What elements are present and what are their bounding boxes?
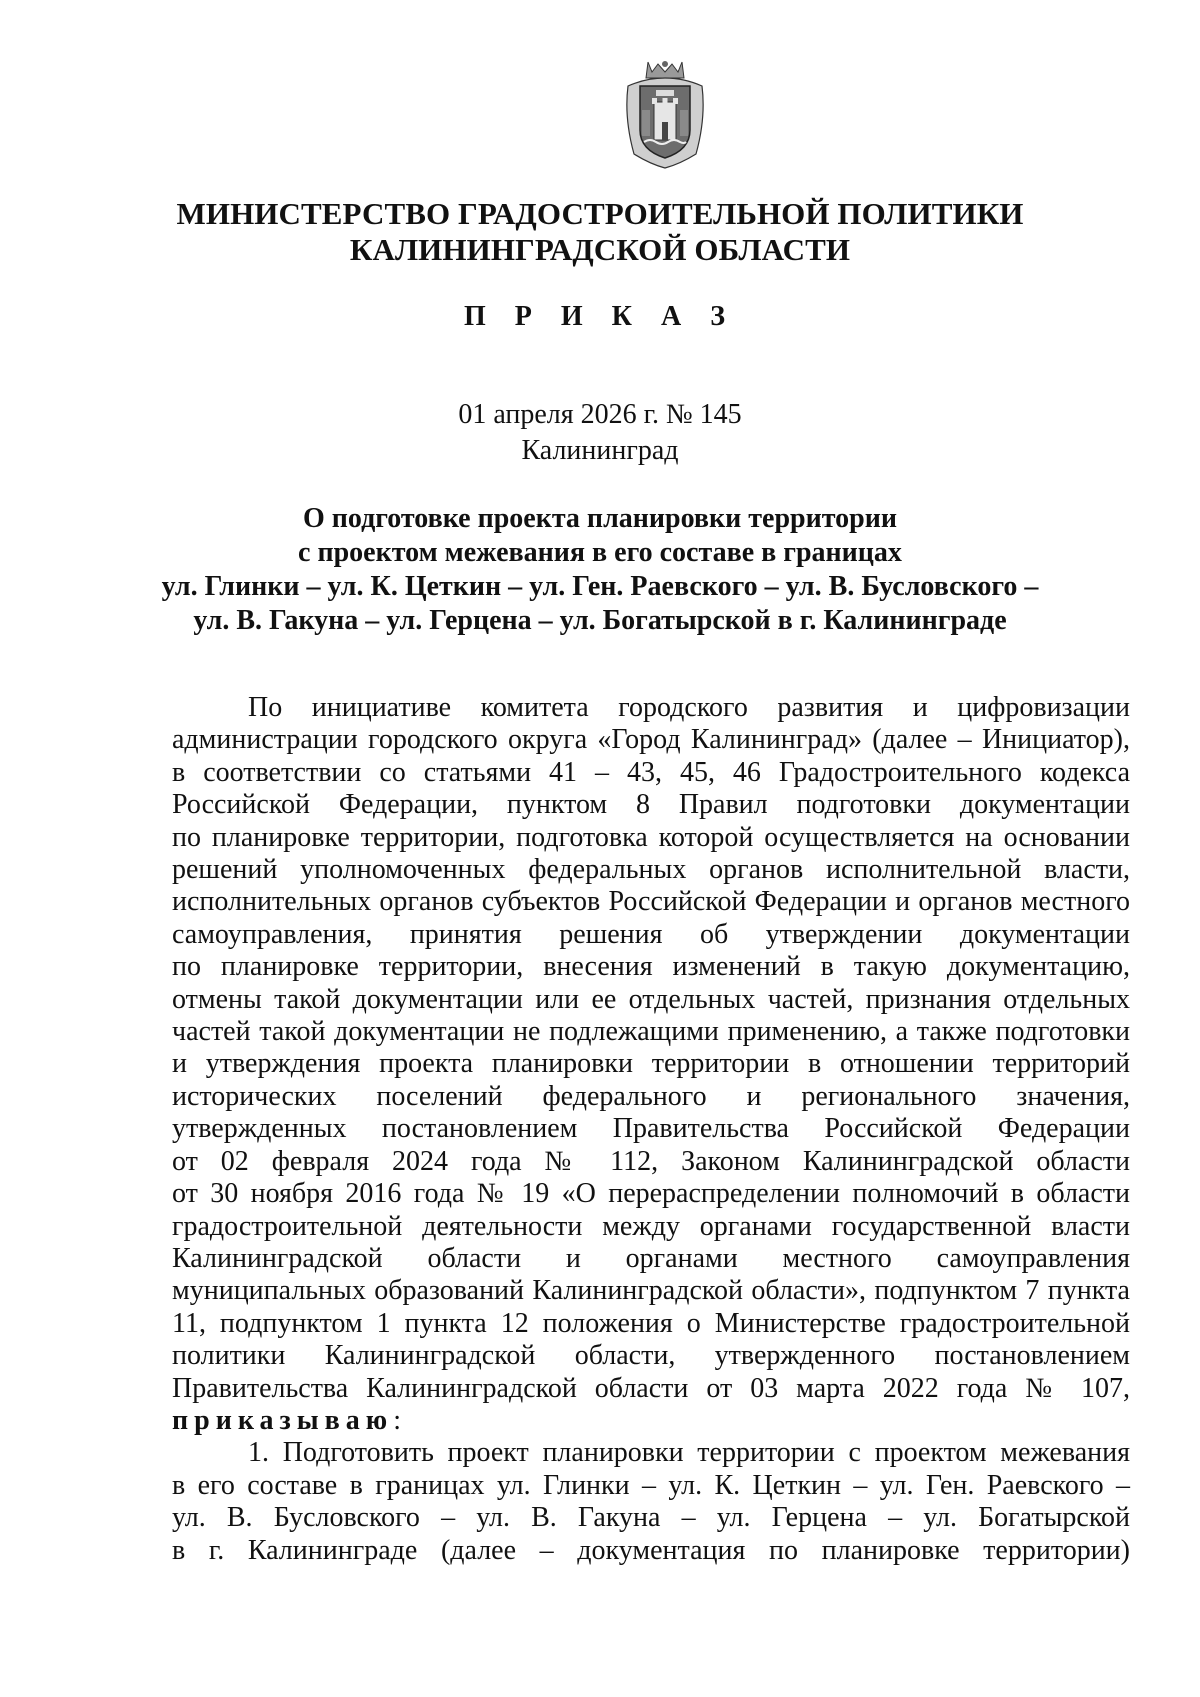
body-line: Калининградской области и органами местного самоуправления [172, 1242, 1130, 1274]
kaliningrad-coat-of-arms-icon [618, 58, 712, 170]
body-line: от 02 февраля 2024 года № 112, Законом Калининградской области [172, 1145, 1130, 1177]
order-subject [0, 502, 1200, 638]
order-directive-line [172, 1405, 1130, 1437]
body-line: и утверждения проекта планировки территории в отношении территорий [172, 1048, 1130, 1080]
order-date-number: 01 апреля 2026 г. № 145 [458, 399, 742, 430]
item-1-line: в его составе в границах ул. Глинки – ул. К. Цеткин – ул. Ген. Раевского – [172, 1469, 1130, 1501]
body-line: Правительства Калининградской области от 03 марта 2022 года № 107, [172, 1372, 1130, 1404]
document-type-title: П Р И К А З [464, 301, 736, 332]
order-body [172, 692, 1130, 1567]
body-line: утвержденных постановлением Правительства Российской Федерации [172, 1113, 1130, 1145]
subject-line: с проектом межевания в его составе в границах [298, 537, 902, 568]
body-line: отмены такой документации или ее отдельных частей, признания отдельных [172, 983, 1130, 1015]
body-line: политики Калининградской области, утвержденного постановлением [172, 1340, 1130, 1372]
order-city: Калининград [521, 435, 679, 466]
body-line: от 30 ноября 2016 года № 19 «О перераспределении полномочий в области [172, 1178, 1130, 1210]
item-1-line: ул. В. Бусловского – ул. В. Гакуна – ул. Герцена – ул. Богатырской [172, 1502, 1130, 1534]
body-line: исторических поселений федерального и регионального значения, [172, 1080, 1130, 1112]
body-line: 11, подпунктом 1 пункта 12 положения о Министерстве градостроительной [172, 1307, 1130, 1339]
ministry-line: КАЛИНИНГРАДСКОЙ ОБЛАСТИ [349, 232, 851, 267]
body-line: самоуправления, принятия решения об утверждении документации [172, 918, 1130, 950]
order-directive-colon: : [393, 1404, 401, 1436]
body-line: администрации городского округа «Город Калининград» (далее – Инициатор), [172, 724, 1130, 756]
subject-line: ул. Глинки – ул. К. Цеткин – ул. Ген. Раевского – ул. В. Бусловского – [161, 571, 1039, 602]
subject-line: ул. В. Гакуна – ул. Герцена – ул. Богатырской в г. Калининграде [193, 605, 1007, 636]
body-line: По инициативе комитета городского развития и цифровизации [248, 692, 1130, 723]
body-line: по планировке территории, внесения изменений в такую документацию, [172, 951, 1130, 983]
order-directive-word: приказываю [172, 1404, 394, 1436]
body-line: градостроительной деятельности между органами государственной власти [172, 1210, 1130, 1242]
ministry-name [0, 196, 1200, 268]
coat-of-arms-emblem [618, 58, 712, 170]
body-line: муниципальных образований Калининградской области», подпунктом 7 пункта [172, 1275, 1130, 1307]
body-line: исполнительных органов субъектов Российской Федерации и органов местного [172, 886, 1130, 918]
item-1-line: в г. Калининграде (далее – документация по планировке территории) [172, 1534, 1130, 1566]
body-line: по планировке территории, подготовка которой осуществляется на основании [172, 821, 1130, 853]
body-line: в соответствии со статьями 41 – 43, 45, 46 Градостроительного кодекса [172, 756, 1130, 788]
ministry-line: МИНИСТЕРСТВО ГРАДОСТРОИТЕЛЬНОЙ ПОЛИТИКИ [176, 196, 1024, 231]
item-1-line: 1. Подготовить проект планировки территории с проектом межевания [248, 1437, 1130, 1469]
body-line: частей такой документации не подлежащими применению, а также подготовки [172, 1016, 1130, 1048]
body-line: Российской Федерации, пунктом 8 Правил подготовки документации [172, 789, 1130, 821]
subject-line: О подготовке проекта планировки территории [302, 503, 897, 534]
body-line: решений уполномоченных федеральных органов исполнительной власти, [172, 854, 1130, 886]
